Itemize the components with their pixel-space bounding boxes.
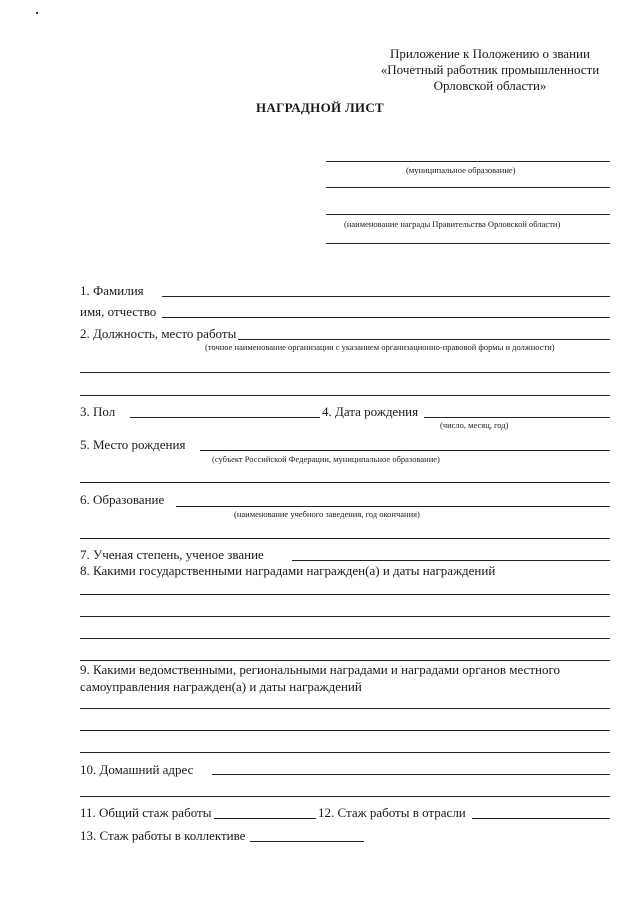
education-fill-line-2[interactable] <box>80 538 610 539</box>
municipal-fill-line[interactable] <box>326 161 610 162</box>
total-experience-fill-line[interactable] <box>214 818 316 819</box>
birthdate-fill-line[interactable] <box>424 417 610 418</box>
position-label: 2. Должность, место работы <box>80 326 237 341</box>
address-fill-line-2[interactable] <box>80 796 610 797</box>
appendix-line-2: «Почетный работник промышленности <box>380 62 600 77</box>
state-awards-label: 8. Какими государственными наградами награжден(а) и даты награждений <box>80 563 496 578</box>
birthplace-fill-line-2[interactable] <box>80 482 610 483</box>
dept-awards-fill-line-3[interactable] <box>80 752 610 753</box>
scan-speck <box>36 12 38 14</box>
appendix-line-1: Приложение к Положению о звании <box>390 46 590 61</box>
sex-label: 3. Пол <box>80 404 116 419</box>
award-hint: (наименование награды Правительства Орловской области) <box>344 219 561 229</box>
municipal-hint: (муниципальное образование) <box>406 165 516 175</box>
name-label: имя, отчество <box>80 304 157 319</box>
education-fill-line[interactable] <box>176 506 610 507</box>
dept-awards-fill-line-1[interactable] <box>80 708 610 709</box>
award-fill-line-2[interactable] <box>326 243 610 244</box>
position-fill-line-3[interactable] <box>80 395 610 396</box>
industry-experience-fill-line[interactable] <box>472 818 610 819</box>
birthplace-label: 5. Место рождения <box>80 437 186 452</box>
dept-awards-label-2: самоуправления награжден(а) и даты награждений <box>80 679 362 694</box>
surname-label: 1. Фамилия <box>80 283 144 298</box>
education-label: 6. Образование <box>80 492 165 507</box>
birthplace-hint: (субъект Российской Федерации, муниципальное образование) <box>212 454 440 464</box>
state-awards-fill-line-3[interactable] <box>80 638 610 639</box>
degree-label: 7. Ученая степень, ученое звание <box>80 547 264 562</box>
birthplace-fill-line[interactable] <box>200 450 610 451</box>
team-experience-label: 13. Стаж работы в коллективе <box>80 828 246 843</box>
name-fill-line[interactable] <box>162 317 610 318</box>
team-experience-fill-line[interactable] <box>250 841 364 842</box>
position-hint: (точное наименование организации с указанием организационно-правовой формы и должности) <box>205 342 555 352</box>
state-awards-fill-line-4[interactable] <box>80 660 610 661</box>
degree-fill-line[interactable] <box>292 560 610 561</box>
surname-fill-line[interactable] <box>162 296 610 297</box>
sex-fill-line[interactable] <box>130 417 320 418</box>
appendix-line-3: Орловской области» <box>433 78 547 93</box>
municipal-fill-line-2[interactable] <box>326 187 610 188</box>
document-title: НАГРАДНОЙ ЛИСТ <box>255 100 385 115</box>
industry-experience-label: 12. Стаж работы в отрасли <box>318 805 466 820</box>
birthdate-label: 4. Дата рождения <box>322 404 419 419</box>
dept-awards-label-1: 9. Какими ведомственными, региональными наградами и наградами органов местного <box>80 662 560 677</box>
address-label: 10. Домашний адрес <box>80 762 194 777</box>
state-awards-fill-line-1[interactable] <box>80 594 610 595</box>
dept-awards-fill-line-2[interactable] <box>80 730 610 731</box>
education-hint: (наименование учебного заведения, год окончания) <box>234 509 420 519</box>
position-fill-line[interactable] <box>238 339 610 340</box>
position-fill-line-2[interactable] <box>80 372 610 373</box>
state-awards-fill-line-2[interactable] <box>80 616 610 617</box>
address-fill-line[interactable] <box>212 774 610 775</box>
award-fill-line[interactable] <box>326 214 610 215</box>
total-experience-label: 11. Общий стаж работы <box>80 805 212 820</box>
birthdate-hint: (число, месяц, год) <box>440 420 509 430</box>
